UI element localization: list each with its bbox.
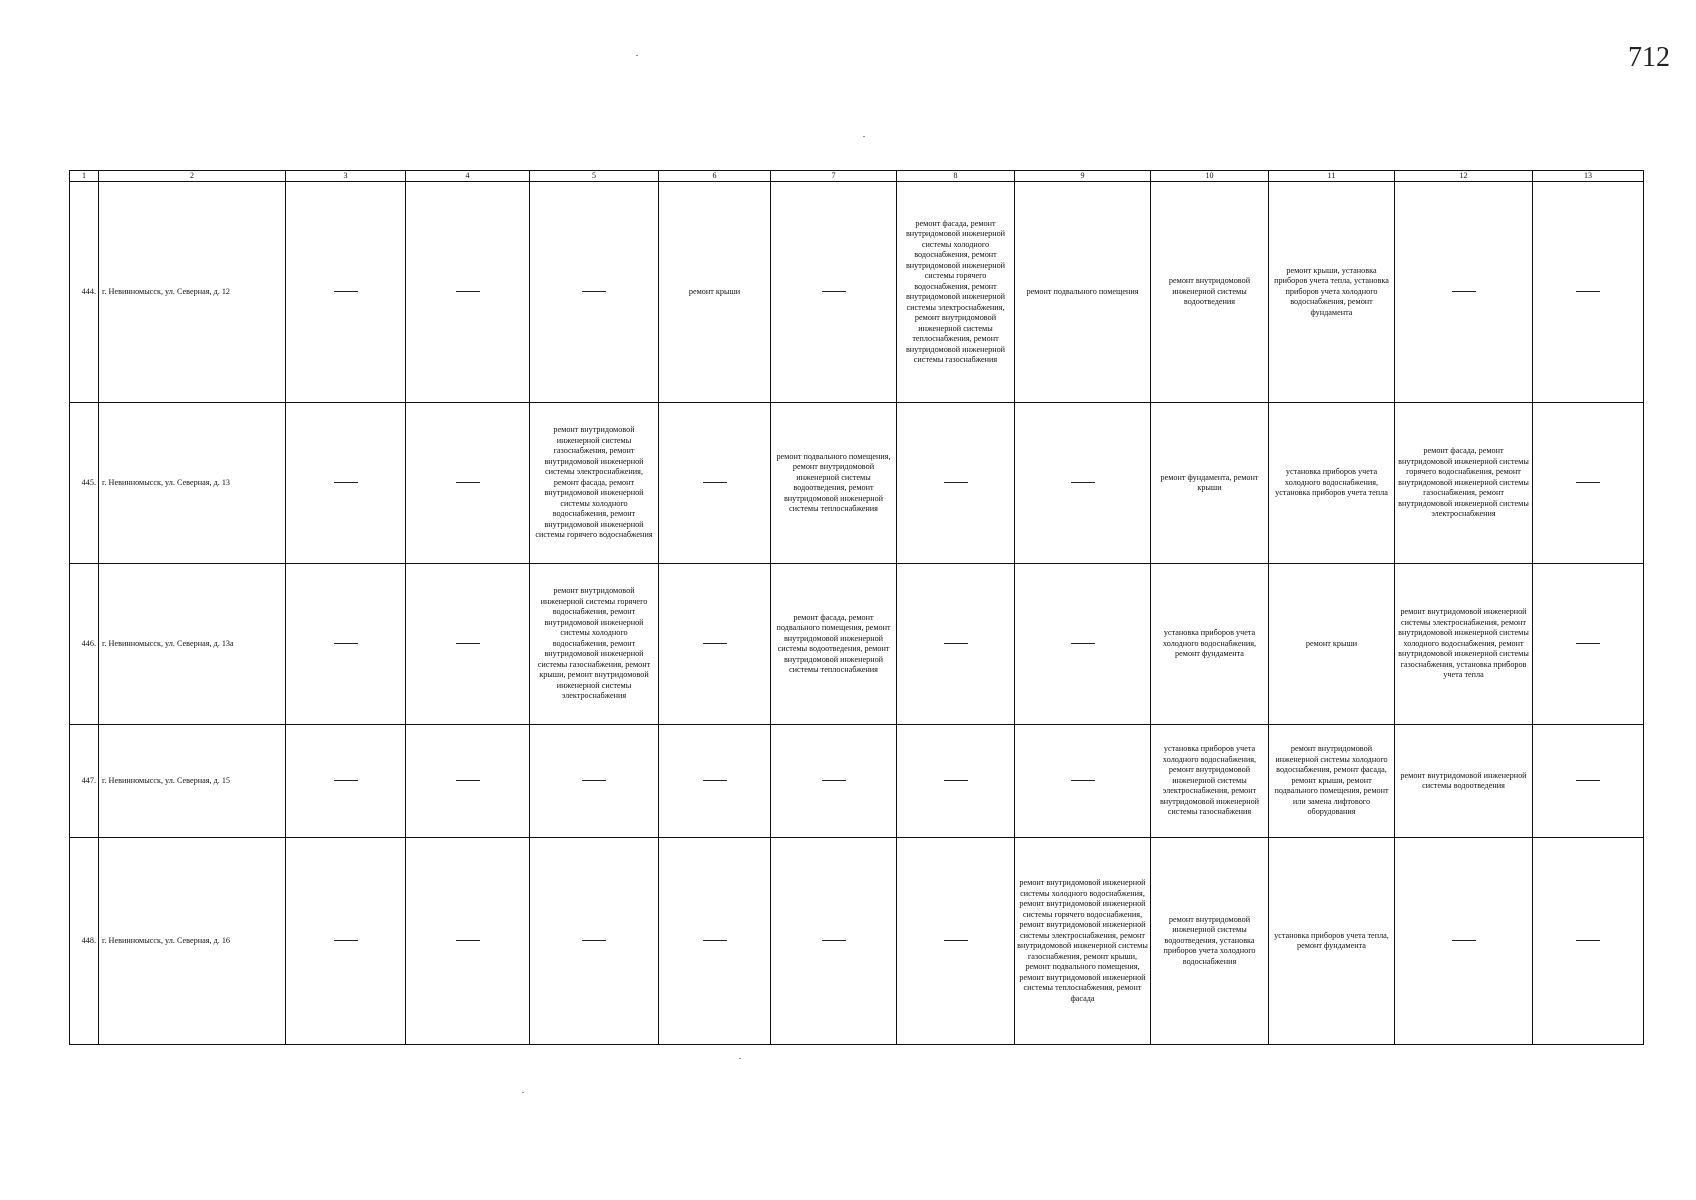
cell — [1015, 403, 1151, 564]
column-header: 6 — [659, 171, 771, 182]
cell — [1533, 182, 1644, 403]
dash-mark — [1576, 291, 1600, 292]
row-number: 445. — [70, 403, 99, 564]
page-number: 712 — [1628, 42, 1670, 73]
cell: установка приборов учета холодного водоснабжения, ремонт внутридомовой инженерной системы электроснабжения, ремонт внутридомовой инженерной системы газоснабжения — [1151, 725, 1269, 838]
column-header: 2 — [99, 171, 286, 182]
dash-mark — [822, 940, 846, 941]
cell — [530, 725, 659, 838]
column-header: 5 — [530, 171, 659, 182]
cell — [406, 564, 530, 725]
cell — [1015, 564, 1151, 725]
column-header: 12 — [1395, 171, 1533, 182]
dash-mark — [456, 940, 480, 941]
row-address: г. Невинномысск, ул. Северная, д. 12 — [99, 182, 286, 403]
cell — [771, 182, 897, 403]
cell — [897, 725, 1015, 838]
cell — [286, 838, 406, 1045]
dash-mark — [703, 482, 727, 483]
dash-mark — [1071, 780, 1095, 781]
column-header: 11 — [1269, 171, 1395, 182]
dash-mark — [1576, 482, 1600, 483]
dash-mark — [456, 482, 480, 483]
scan-speck — [739, 1058, 741, 1059]
row-number: 448. — [70, 838, 99, 1045]
table-row — [70, 403, 1644, 564]
dash-mark — [456, 291, 480, 292]
cell — [771, 725, 897, 838]
dash-mark — [1452, 291, 1476, 292]
dash-mark — [1071, 482, 1095, 483]
repair-schedule-table-wrapper — [69, 170, 1644, 1045]
cell: ремонт фундамента, ремонт крыши — [1151, 403, 1269, 564]
dash-mark — [334, 780, 358, 781]
dash-mark — [944, 940, 968, 941]
cell — [1015, 725, 1151, 838]
cell — [286, 564, 406, 725]
dash-mark — [334, 643, 358, 644]
column-header: 3 — [286, 171, 406, 182]
column-header: 4 — [406, 171, 530, 182]
scan-speck — [522, 1092, 524, 1093]
row-address: г. Невинномысск, ул. Северная, д. 15 — [99, 725, 286, 838]
row-number: 446. — [70, 564, 99, 725]
cell — [286, 725, 406, 838]
cell — [406, 725, 530, 838]
cell — [897, 403, 1015, 564]
dash-mark — [582, 940, 606, 941]
cell — [286, 403, 406, 564]
cell: ремонт фасада, ремонт подвального помещения, ремонт внутридомовой инженерной системы водоотведения, ремонт внутридомовой инженерной системы теплоснабжения — [771, 564, 897, 725]
scan-speck — [863, 136, 865, 137]
dash-mark — [334, 291, 358, 292]
cell: установка приборов учета холодного водоснабжения, ремонт фундамента — [1151, 564, 1269, 725]
cell — [406, 838, 530, 1045]
cell — [659, 403, 771, 564]
cell: ремонт внутридомовой инженерной системы горячего водоснабжения, ремонт внутридомовой инженерной системы холодного водоснабжения, ремонт внутридомовой инженерной системы газоснабжения, ремонт крыши, ремонт внутридомовой инженерной системы электроснабжения — [530, 564, 659, 725]
cell — [659, 725, 771, 838]
table-row — [70, 182, 1644, 403]
column-header: 1 — [70, 171, 99, 182]
column-header: 10 — [1151, 171, 1269, 182]
cell — [897, 564, 1015, 725]
table-row — [70, 564, 1644, 725]
cell — [406, 182, 530, 403]
cell — [286, 182, 406, 403]
dash-mark — [334, 482, 358, 483]
cell — [406, 403, 530, 564]
cell: ремонт крыши, установка приборов учета тепла, установка приборов учета холодного водоснабжения, ремонт фундамента — [1269, 182, 1395, 403]
header-row — [70, 171, 1644, 182]
dash-mark — [944, 482, 968, 483]
dash-mark — [944, 780, 968, 781]
cell — [1533, 838, 1644, 1045]
dash-mark — [822, 780, 846, 781]
cell: ремонт внутридомовой инженерной системы электроснабжения, ремонт внутридомовой инженерной системы холодного водоснабжения, ремонт внутридомовой инженерной системы газоснабжения, установка приборов учета тепла — [1395, 564, 1533, 725]
cell: ремонт внутридомовой инженерной системы водоотведения — [1395, 725, 1533, 838]
column-header: 8 — [897, 171, 1015, 182]
cell: установка приборов учета холодного водоснабжения, установка приборов учета тепла — [1269, 403, 1395, 564]
cell: ремонт подвального помещения — [1015, 182, 1151, 403]
row-number: 447. — [70, 725, 99, 838]
cell — [530, 182, 659, 403]
scan-speck — [636, 55, 638, 56]
dash-mark — [703, 643, 727, 644]
dash-mark — [703, 780, 727, 781]
dash-mark — [1071, 643, 1095, 644]
cell: ремонт внутридомовой инженерной системы водоотведения — [1151, 182, 1269, 403]
table-row — [70, 725, 1644, 838]
dash-mark — [1576, 940, 1600, 941]
repair-schedule-table — [69, 170, 1644, 1045]
cell: ремонт крыши — [1269, 564, 1395, 725]
cell — [659, 838, 771, 1045]
cell: установка приборов учета тепла, ремонт фундамента — [1269, 838, 1395, 1045]
cell — [1395, 182, 1533, 403]
cell — [659, 564, 771, 725]
dash-mark — [456, 643, 480, 644]
column-header: 13 — [1533, 171, 1644, 182]
cell: ремонт фасада, ремонт внутридомовой инженерной системы горячего водоснабжения, ремонт внутридомовой инженерной системы газоснабжения, ремонт внутридомовой инженерной системы электроснабжения — [1395, 403, 1533, 564]
dash-mark — [822, 291, 846, 292]
cell: ремонт внутридомовой инженерной системы газоснабжения, ремонт внутридомовой инженерной системы электроснабжения, ремонт фасада, ремонт внутридомовой инженерной системы холодного водоснабжения, ремонт внутридомовой инженерной системы горячего водоснабжения — [530, 403, 659, 564]
dash-mark — [944, 643, 968, 644]
dash-mark — [703, 940, 727, 941]
row-address: г. Невинномысск, ул. Северная, д. 13 — [99, 403, 286, 564]
column-header: 7 — [771, 171, 897, 182]
column-header: 9 — [1015, 171, 1151, 182]
cell — [1533, 403, 1644, 564]
dash-mark — [582, 291, 606, 292]
dash-mark — [1576, 643, 1600, 644]
cell: ремонт внутридомовой инженерной системы водоотведения, установка приборов учета холодного водоснабжения — [1151, 838, 1269, 1045]
cell — [897, 838, 1015, 1045]
cell — [530, 838, 659, 1045]
cell — [1533, 564, 1644, 725]
cell — [1395, 838, 1533, 1045]
cell: ремонт внутридомовой инженерной системы холодного водоснабжения, ремонт фасада, ремонт крыши, ремонт подвального помещения, ремонт или замена лифтового оборудования — [1269, 725, 1395, 838]
row-number: 444. — [70, 182, 99, 403]
dash-mark — [334, 940, 358, 941]
table-row — [70, 838, 1644, 1045]
dash-mark — [1576, 780, 1600, 781]
cell: ремонт внутридомовой инженерной системы холодного водоснабжения, ремонт внутридомовой инженерной системы горячего водоснабжения, ремонт внутридомовой инженерной системы электроснабжения, ремонт внутридомовой инженерной системы газоснабжения, ремонт крыши, ремонт подвального помещения, ремонт внутридомовой инженерной системы теплоснабжения, ремонт фасада — [1015, 838, 1151, 1045]
dash-mark — [456, 780, 480, 781]
row-address: г. Невинномысск, ул. Северная, д. 16 — [99, 838, 286, 1045]
cell: ремонт подвального помещения, ремонт внутридомовой инженерной системы водоотведения, ремонт внутридомовой инженерной системы теплоснабжения — [771, 403, 897, 564]
cell: ремонт фасада, ремонт внутридомовой инженерной системы холодного водоснабжения, ремонт внутридомовой инженерной системы горячего водоснабжения, ремонт внутридомовой инженерной системы электроснабжения, ремонт внутридомовой инженерной системы теплоснабжения, ремонт внутридомовой инженерной системы газоснабжения — [897, 182, 1015, 403]
row-address: г. Невинномысск, ул. Северная, д. 13а — [99, 564, 286, 725]
dash-mark — [1452, 940, 1476, 941]
cell: ремонт крыши — [659, 182, 771, 403]
cell — [771, 838, 897, 1045]
dash-mark — [582, 780, 606, 781]
cell — [1533, 725, 1644, 838]
